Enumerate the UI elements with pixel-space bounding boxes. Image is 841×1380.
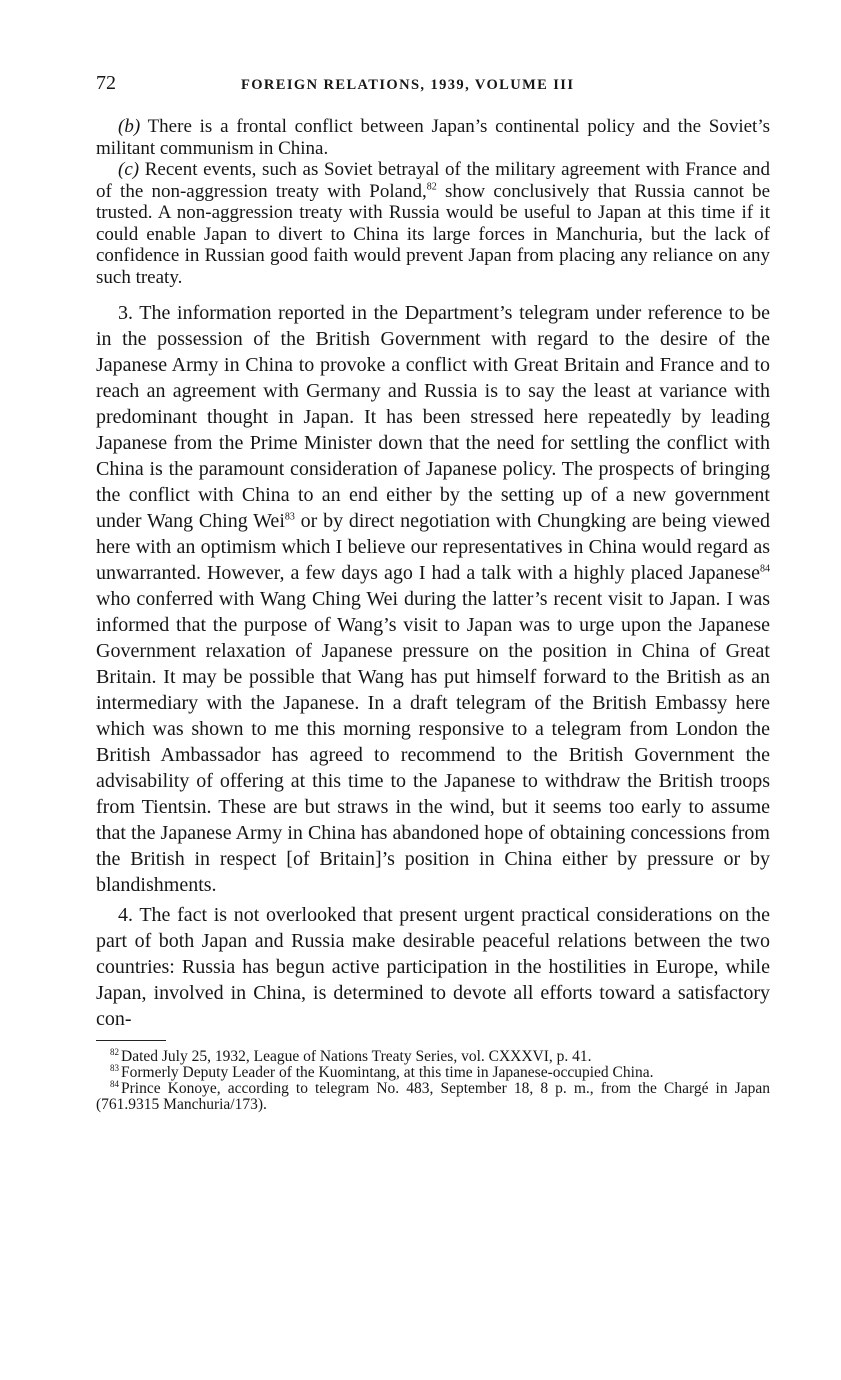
footnote-ref-84[interactable]: 84: [760, 563, 770, 575]
footnote-82: [96, 1046, 770, 1065]
document-page: [96, 72, 770, 1113]
paragraph-4: 4. The fact is not overlooked that present urgent practical considerations on the part of both Japan and Russia make desirable peaceful relations between the two countries: Russia has begun active participation in the hostilities in Europe, while Japan, involved in China, is determined to devote all efforts toward a satisfactory con-: [96, 904, 770, 1030]
footnote-number: 84: [110, 1078, 119, 1089]
footnote-number: 83: [110, 1062, 119, 1073]
footnote-text: Prince Konoye, according to telegram No. 483, September 18, 8 p. m., from the Chargé in Japan (761.9315 Manchuria/173).: [96, 1080, 770, 1113]
page-number: 72: [96, 72, 116, 94]
paragraph-3-text: 3. The information reported in the Department’s telegram under reference to be in the possession of the British Government with regard to the desire of the Japanese Army in China to provoke a conflict with Great Britain and France and to reach an agreement with Germany and Russia is to say the least at variance with predominant thought in Japan. It has been stressed here repeatedly by leading Japanese from the Prime Minister down that the need for settling the conflict with China is the paramount consideration of Japanese policy. The prospects of bringing the conflict with China to an end either by the setting up of a new government under Wang Ching Wei: [96, 302, 770, 532]
page-header: [96, 72, 770, 102]
footnote-ref-82[interactable]: 82: [426, 181, 437, 193]
footnote-84: [96, 1078, 770, 1113]
footnote-divider: [96, 1040, 166, 1041]
footnote-text: Formerly Deputy Leader of the Kuomintang, at this time in Japanese-occupied China.: [121, 1064, 654, 1081]
paragraph-c-text: Recent events, such as Soviet betrayal of the military agreement with France and of the non-aggression treaty with Poland,: [96, 159, 771, 202]
footnote-number: 82: [110, 1046, 119, 1057]
paragraph-c-marker: (c): [118, 159, 140, 180]
footnote-83: [96, 1062, 770, 1081]
footnote-ref-83[interactable]: 83: [284, 511, 295, 523]
paragraph-3-text-cont: or by direct negotiation with Chungking are being viewed here with an optimism which I believe our representatives in China would regard as unwarranted. However, a few days ago I had a talk with a highly placed Japanese: [96, 510, 770, 584]
paragraph-b: [96, 116, 770, 159]
footnote-text: Dated July 25, 1932, League of Nations Treaty Series, vol. CXXXVI, p. 41.: [121, 1048, 592, 1065]
running-head: FOREIGN RELATIONS, 1939, VOLUME III: [241, 77, 575, 93]
paragraph-c-text-cont: show conclusively that Russia cannot be trusted. A non-aggression treaty with Russia would be useful to Japan at this time if it could enable Japan to divert to China its large forces in Manchuria, but the lack of confidence in Russian good faith would prevent Japan from placing any reliance on any such treaty.: [96, 180, 771, 288]
paragraph-c: [96, 159, 770, 288]
paragraph-b-marker: (b): [118, 116, 141, 137]
paragraph-b-text: There is a frontal conflict between Japan’s continental policy and the Soviet’s militant communism in China.: [96, 116, 770, 159]
paragraph-3: [96, 300, 770, 898]
paragraph-3-text-end: who conferred with Wang Ching Wei during the latter’s recent visit to Japan. I was informed that the purpose of Wang’s visit to Japan was to urge upon the Japanese Government relaxation of Japanese pressure on the position in China of Great Britain. It may be possible that Wang has put himself forward to the British as an intermediary with the Japanese. In a draft telegram of the British Embassy here which was shown to me this morning responsive to a telegram from London the British Ambassador has agreed to recommend to the British Government the advisability of offering at this time to the Japanese to withdraw the British troops from Tientsin. These are but straws in the wind, but it seems too early to assume that the Japanese Army in China has abandoned hope of obtaining concessions from the British in respect [of Britain]’s position in China either by pressure or by blandishments.: [96, 588, 770, 896]
